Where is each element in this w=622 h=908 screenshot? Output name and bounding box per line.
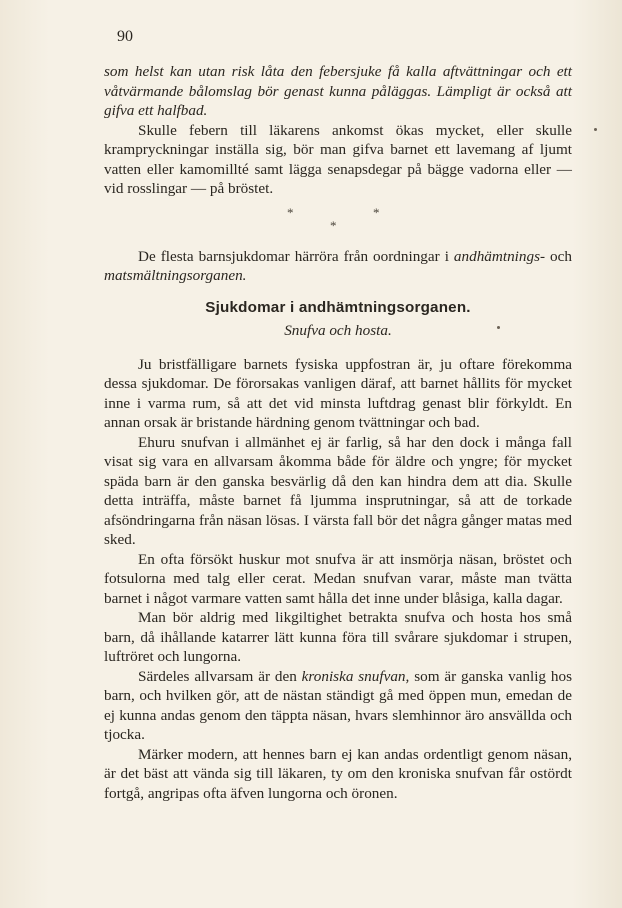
section-heading: Sjukdomar i andhämtningsorganen. bbox=[205, 298, 471, 316]
paragraph-3: En ofta försökt huskur mot snufva är att insmörja näsan, bröstet och fotsulorna med talg eller cerat. Medan snufvan varar, måste man tvätta barnet i något varmare vatten samt hålla det inne under blåsiga, kalla dagar. bbox=[104, 550, 572, 607]
paragraph-4: Man bör aldrig med likgiltighet betrakta snufva och hosta hos små barn, då ihållande katarrer lätt kunna föra till svårare sjukdomar i strupen, luftröret och lungorna. bbox=[104, 609, 572, 665]
intro-italic-text: som helst kan utan risk låta den febersjuke få kalla aftvättningar och ett våtvärmande bålomslag bör genast kunna påläggas. Lämpligt är också att gifva ett halfbad. bbox=[104, 63, 572, 119]
origin-em-andhamtning: andhämtnings- bbox=[453, 247, 546, 265]
paragraph-6: Märker modern, att hennes barn ej kan andas ordentligt genom näsan, är det bäst att vända sig till läkaren, ty om den kroniska snufvan får ostördt fortgå, angripas ofta äfven lungorna och öronen. bbox=[104, 745, 572, 802]
star-right: * bbox=[373, 204, 380, 220]
paragraph-2: Ehuru snufvan i allmänhet ej är farlig, så har den dock i många fall visat sig vara en allvarsam åkomma både för äldre och yngre; för mycket späda barn är den ganska besvärlig då den kan hindra dem att dia. Skulle detta inträffa, måste barnet få ljumma insprutningar, så att de torkade afsöndringarna från näsan lösas. I värsta fall bör det några gånger matas med sked. bbox=[104, 433, 572, 548]
paragraph-5-start: Särdeles allvarsam är den bbox=[138, 667, 302, 685]
paragraph-5-em: kroniska snufvan, bbox=[301, 667, 410, 685]
page-body bbox=[104, 62, 572, 803]
origin-paragraph bbox=[104, 247, 572, 286]
star-center: * bbox=[330, 217, 337, 233]
paper-speck bbox=[497, 326, 500, 329]
origin-text-start: De flesta barnsjukdomar härröra från oordningar i bbox=[138, 247, 454, 265]
origin-text-mid: och bbox=[545, 247, 572, 265]
section-stars bbox=[104, 203, 572, 247]
section-subheading: Snufva och hosta. bbox=[284, 322, 392, 339]
star-left: * bbox=[287, 204, 294, 220]
fever-paragraph: Skulle febern till läkarens ankomst ökas mycket, eller skulle krampryckningar inställa sig, bör man gifva barnet ett lavemang af ljumt vatten eller kamomillté samt lägga senapsdegar på bägge vadorna eller — vid rosslingar — på bröstet. bbox=[104, 121, 572, 197]
origin-em-matsmaltning: matsmältningsorganen. bbox=[104, 267, 247, 284]
paragraph-5-end: som är ganska vanlig hos barn, och hvilken gör, att de nästan ständigt gå med öppen mun, emedan de ej kunna andas genom den täppta näsan, hvars slemhinnor äro ansvällda och tjocka. bbox=[104, 667, 572, 743]
intro-italic-paragraph bbox=[104, 62, 572, 121]
paper-speck bbox=[594, 128, 597, 131]
paragraph-1: Ju bristfälligare barnets fysiska uppfostran är, ju oftare förekomma dessa sjukdomar. De förorsakas vanligen däraf, att barnet hållits för mycket inne i varma rum, så att det vid minsta luftdrag genast blir förkyldt. En annan orsak är bristande härdning genom tvättningar och bad. bbox=[104, 355, 572, 431]
page-number: 90 bbox=[117, 28, 133, 45]
paragraph-5 bbox=[104, 667, 572, 745]
